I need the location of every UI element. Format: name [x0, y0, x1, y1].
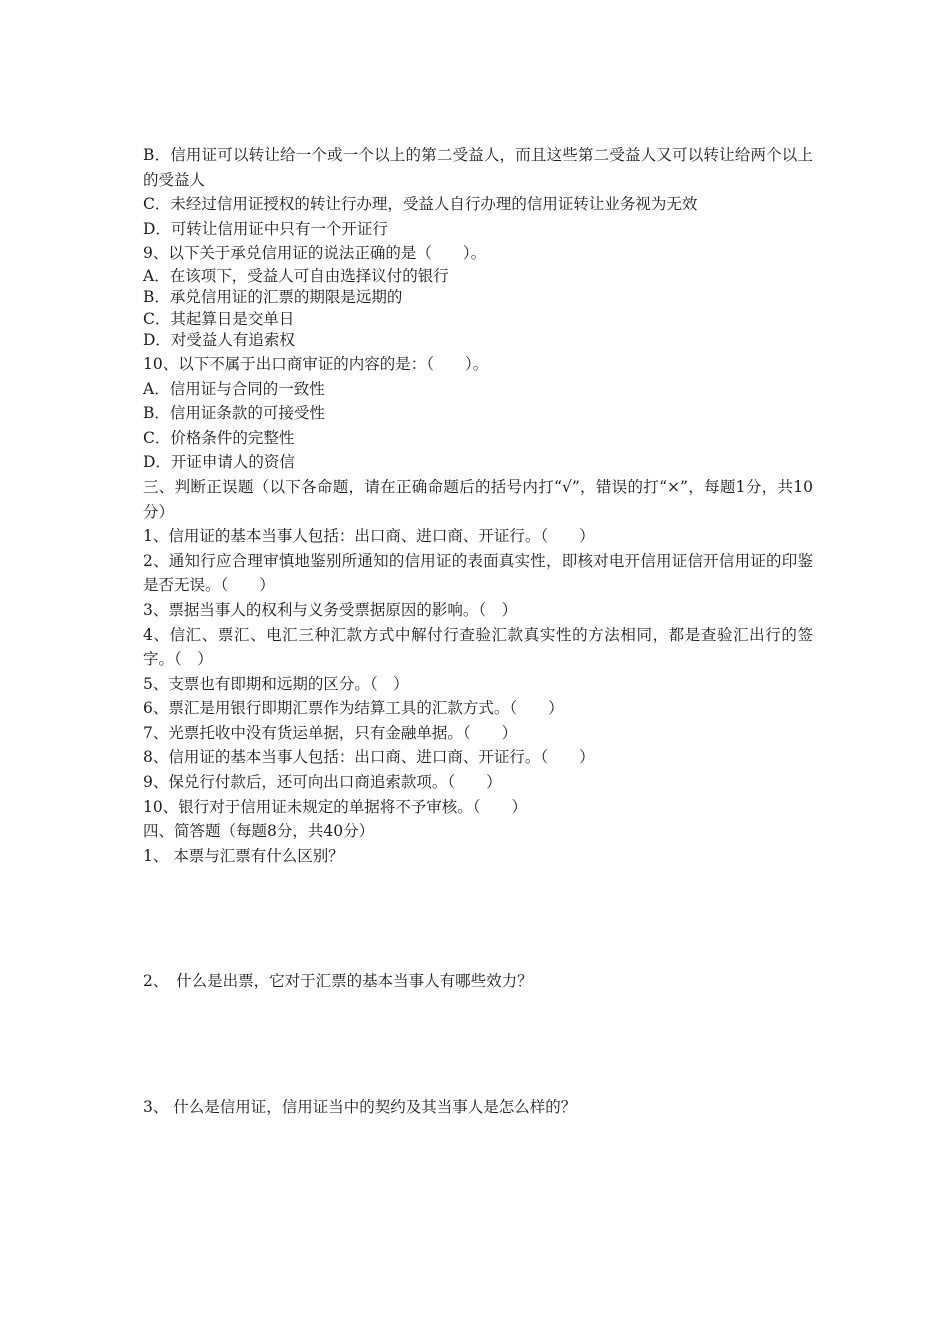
tf-item-7: 7、光票托收中没有货运单据，只有金融单据。（ ）: [143, 723, 518, 742]
q8-option-d: D．可转让信用证中只有一个开证行: [143, 219, 388, 238]
q10-stem: 10、以下不属于出口商审证的内容的是：（ ）。: [143, 354, 489, 373]
q9-stem: 9、以下关于承兑信用证的说法正确的是（ ）。: [143, 244, 487, 263]
tf-item-6: 6、票汇是用银行即期汇票作为结算工具的汇款方式。（ ）: [143, 699, 564, 718]
tf-item-3: 3、票据当事人的权利与义务受票据原因的影响。（ ）: [143, 600, 518, 619]
q9-option-b: B．承兑信用证的汇票的期限是远期的: [143, 288, 403, 307]
document-page: [143, 143, 813, 1120]
answer-space: [143, 868, 813, 969]
q10-option-a: A．信用证与合同的一致性: [143, 379, 325, 398]
short-answer-1: 1、 本票与汇票有什么区别？: [143, 846, 344, 865]
q10-option-b: B．信用证条款的可接受性: [143, 404, 325, 423]
q10-option-c: C．价格条件的完整性: [143, 428, 295, 447]
tf-item-9: 9、保兑行付款后，还可向出口商追索款项。（ ）: [143, 773, 502, 792]
section3-heading: 三、判断正误题（以下各命题，请在正确命题后的括号内打“√”，错误的打“×”，每题1分，共10分）: [143, 477, 813, 521]
q8-option-b: B．信用证可以转让给一个或一个以上的第二受益人，而且这些第二受益人又可以转让给两个以上的受益人: [143, 146, 813, 189]
q9-option-d: D．对受益人有追索权: [143, 331, 295, 350]
answer-space: [143, 994, 813, 1095]
q9-option-a: A．在该项下，受益人可自由选择议付的银行: [143, 266, 449, 285]
section4-heading: 四、简答题（每题8分，共40分）: [143, 822, 375, 841]
q8-option-c: C．未经过信用证授权的转让行办理，受益人自行办理的信用证转让业务视为无效: [143, 195, 698, 214]
q10-option-d: D．开证申请人的资信: [143, 453, 295, 472]
short-answer-2: 2、 什么是出票，它对于汇票的基本当事人有哪些效力？: [143, 972, 533, 991]
tf-item-5: 5、支票也有即期和远期的区分。（ ）: [143, 674, 409, 693]
tf-item-1: 1、信用证的基本当事人包括：出口商、进口商、开证行。（ ）: [143, 527, 595, 546]
tf-item-2: 2、通知行应合理审慎地鉴别所通知的信用证的表面真实性，即核对电开信用证信开信用证的印鉴是否无误。（ ）: [143, 551, 813, 595]
q9-option-c: C．其起算日是交单日: [143, 309, 295, 328]
short-answer-3: 3、 什么是信用证，信用证当中的契约及其当事人是怎么样的？: [143, 1098, 577, 1117]
tf-item-4: 4、信汇、票汇、电汇三种汇款方式中解付行查验汇款真实性的方法相同，都是查验汇出行的签字。（ ）: [143, 625, 813, 669]
tf-item-8: 8、信用证的基本当事人包括：出口商、进口商、开证行。（ ）: [143, 748, 595, 767]
tf-item-10: 10、银行对于信用证未规定的单据将不予审核。（ ）: [143, 797, 527, 816]
